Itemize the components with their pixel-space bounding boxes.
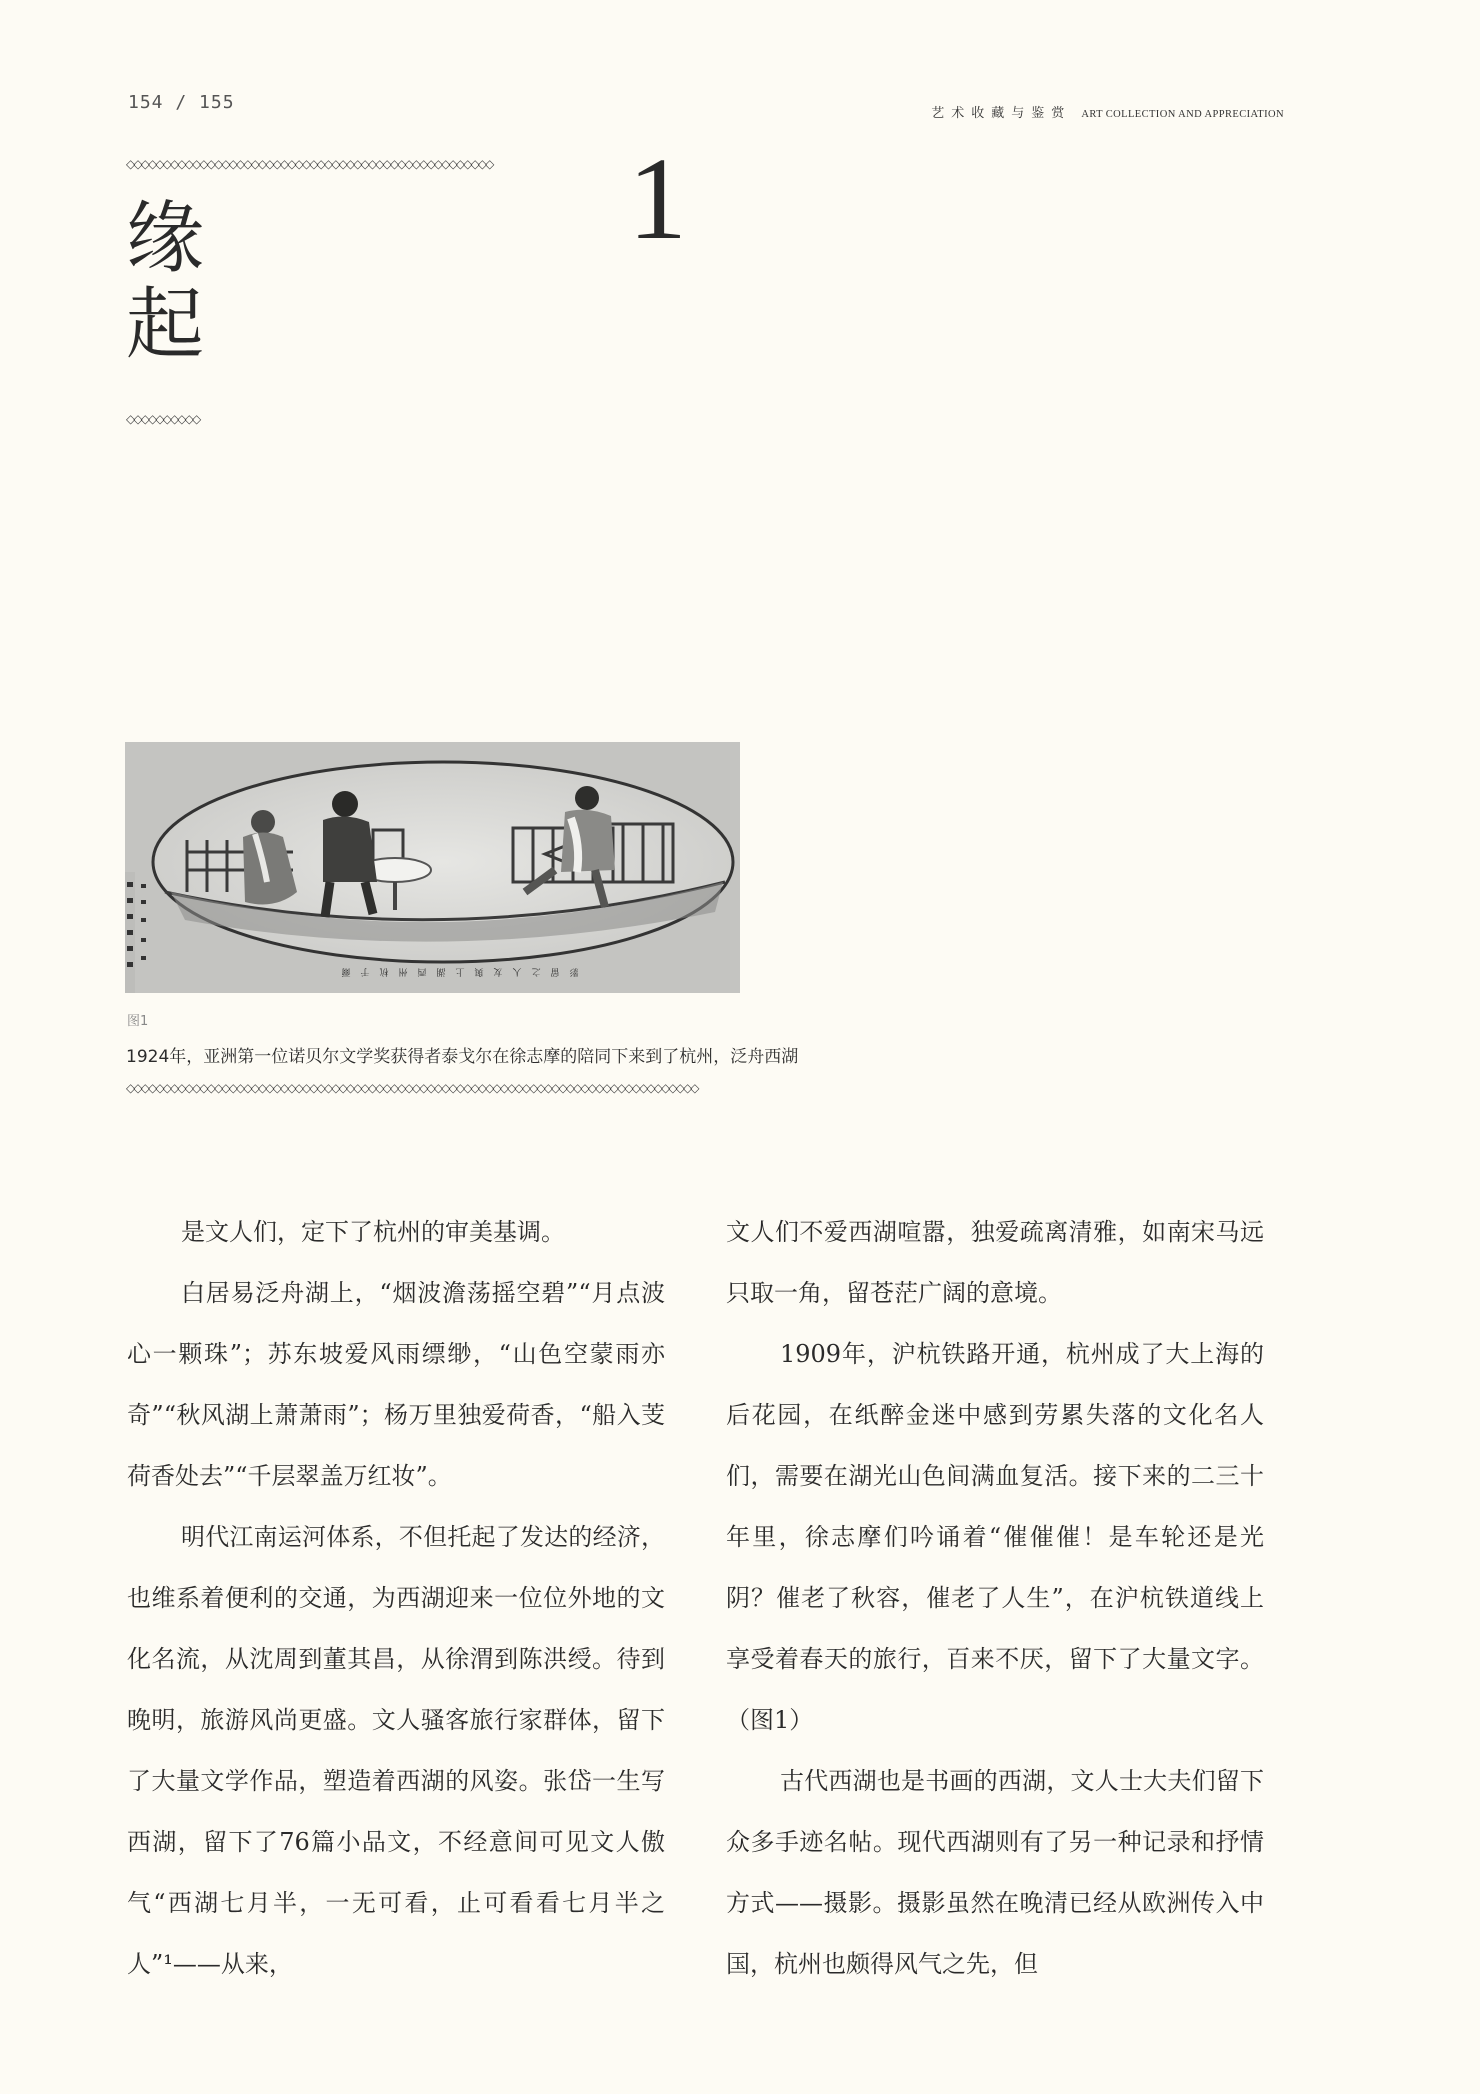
article-left-column (127, 1202, 665, 1995)
paragraph: 文人们不爱西湖喧嚣，独爱疏离清雅，如南宋马远只取一角，留苍茫广阔的意境。 (726, 1218, 1264, 1307)
magazine-title-cn: 艺术收藏与鉴赏 (931, 106, 1072, 121)
paragraph: 古代西湖也是书画的西湖，文人士大夫们留下众多手迹名帖。现代西湖则有了另一种记录和抒情方式——摄影。摄影虽然在晚清已经从欧洲传入中国，杭州也颇得风气之先，但 (726, 1767, 1264, 1978)
paragraph: 明代江南运河体系，不但托起了发达的经济，也维系着便利的交通，为西湖迎来一位位外地的文化名流，从沈周到董其昌，从徐渭到陈洪绶。待到晚明，旅游风尚更盛。文人骚客旅行家群体，留下了大量文学作品，塑造着西湖的风姿。张岱一生写西湖，留下了76篇小品文，不经意间可见文人傲气“西湖七月半，一无可看，止可看看七月半之人”¹——从来， (127, 1523, 665, 1978)
page-numbers: 154 / 155 (128, 92, 235, 113)
section-title-char-2: 起 (126, 280, 205, 370)
magazine-title-en: ART COLLECTION AND APPRECIATION (1081, 109, 1284, 120)
caption-diamond-rule: ◇◇◇◇◇◇◇◇◇◇◇◇◇◇◇◇◇◇◇◇◇◇◇◇◇◇◇◇◇◇◇◇◇◇◇◇◇◇◇◇◇◇◇◇◇◇◇◇◇◇◇◇◇◇◇◇◇◇◇◇◇◇◇◇◇◇◇◇◇◇◇◇◇◇◇◇◇◇ (126, 1081, 698, 1095)
paragraph: 1909年，沪杭铁路开通，杭州成了大上海的后花园，在纸醉金迷中感到劳累失落的文化名人们，需要在湖光山色间满血复活。接下来的二三十年里，徐志摩们吟诵着“催催催！是车轮还是光阴？催老了秋容，催老了人生”，在沪杭铁道线上享受着春天的旅行，百来不厌，留下了大量文字。（图1） (726, 1340, 1264, 1734)
section-title (126, 196, 216, 368)
paragraph: 是文人们，定下了杭州的审美基调。 (181, 1218, 565, 1246)
title-diamond-rule: ◇◇◇◇◇◇◇◇◇◇ (126, 412, 200, 426)
section-title-char-1: 缘 (126, 194, 205, 284)
tagore-boat-photo (125, 742, 740, 993)
paragraph: 白居易泛舟湖上，“烟波澹荡摇空碧”“月点波心一颗珠”；苏东坡爱风雨缥缈，“山色空蒙雨亦奇”“秋风湖上萧萧雨”；杨万里独爱荷香，“船入芰荷香处去”“千层翠盖万红妆”。 (127, 1279, 665, 1490)
top-diamond-rule: ◇◇◇◇◇◇◇◇◇◇◇◇◇◇◇◇◇◇◇◇◇◇◇◇◇◇◇◇◇◇◇◇◇◇◇◇◇◇◇◇◇◇◇◇◇◇◇◇◇◇ (126, 157, 493, 171)
figure-label: 图1 (127, 1014, 149, 1029)
magazine-title (931, 102, 1284, 121)
figure-caption: 1924年，亚洲第一位诺贝尔文学奖获得者泰戈尔在徐志摩的陪同下来到了杭州，泛舟西湖 (126, 1047, 799, 1067)
article-right-column (726, 1202, 1264, 1995)
section-number: 1 (628, 133, 687, 264)
photo-inscription: 影留之人友與上湖西州杭于爾 (331, 966, 579, 976)
